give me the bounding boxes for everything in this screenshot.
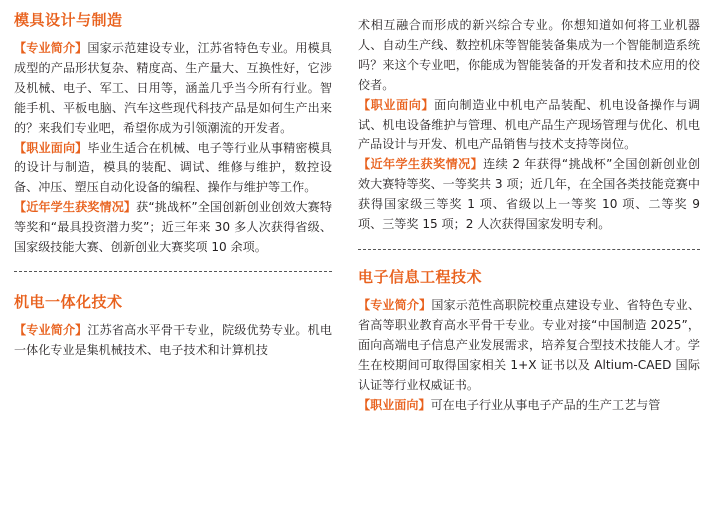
mech-job-paragraph: [358, 96, 700, 156]
mold-job-text: 毕业生适合在机械、电子等行业从事精密模具的设计与制造，模具的装配、调试、维修与维护，数控设备、冲压、塑压自动化设备的编程、操作与维护等工作。: [14, 140, 332, 195]
eie-intro-text: 国家示范性高职院校重点建设专业、省特色专业、省高等职业教育高水平骨干专业。专业对接“中国制造 2025”，面向高端电子信息产业发展需求，培养复合型技术技能人才。学生在校期间可取得国家相关 1+X 证书以及 Altium-CAED 国际认证等行业权威证书。: [358, 297, 700, 392]
section-divider: [14, 271, 332, 272]
mold-award-paragraph: [14, 198, 332, 258]
eie-job-tag: 【职业面向】: [358, 397, 431, 412]
mold-award-text: 获“挑战杯”全国创新创业创效大赛特等奖和“最具投资潜力奖”；近三年来 30 多人次获得省级、国家级技能大赛、创新创业大赛奖项 10 余项。: [14, 200, 332, 255]
mold-award-tag: 【近年学生获奖情况】: [14, 200, 137, 215]
section-divider: [358, 249, 700, 250]
mold-job-tag: 【职业面向】: [14, 140, 88, 155]
mech-intro-tag: 【专业简介】: [14, 322, 88, 337]
eie-intro-paragraph: [358, 296, 700, 396]
mech-award-paragraph: [358, 155, 700, 235]
eie-job-text: 可在电子行业从事电子产品的生产工艺与管: [430, 397, 661, 412]
section-title-mech: 机电一体化技术: [14, 292, 123, 311]
left-column: [14, 0, 332, 361]
mech-award-tag: 【近年学生获奖情况】: [358, 157, 484, 172]
eie-intro-tag: 【专业简介】: [358, 297, 432, 312]
mech-job-tag: 【职业面向】: [358, 97, 435, 112]
mech-intro-paragraph: [14, 321, 332, 361]
section-title-eie: 电子信息工程技术: [358, 267, 483, 286]
mech-award-text: 连续 2 年获得“挑战杯”全国创新创业创效大赛特等奖、一等奖共 3 项；近几年，在全国各类技能竞赛中获得国家级三等奖 1 项、省级以上一等奖 10 项、二等奖 9 项、三等奖 15 项；2 人次获得国家发明专利。: [358, 157, 700, 232]
right-column: [358, 0, 700, 415]
mech-job-text: 面向制造业中机电产品装配、机电设备操作与调试、机电设备维护与管理、机电产品生产现场管理与优化、机电产品设计与开发、机电产品销售与技术支持等岗位。: [358, 97, 700, 152]
mold-job-paragraph: [14, 139, 332, 199]
mold-intro-text: 国家示范建设专业，江苏省特色专业。用模具成型的产品形状复杂、精度高、生产量大、互换性好，它涉及机械、电子、军工、日用等，涵盖几乎当今所有行业。智能手机、平板电脑、汽车这些现代科技产品是如何生产出来的？来我们专业吧，希望你成为引领潮流的开发者。: [14, 41, 332, 135]
mold-intro-tag: 【专业简介】: [14, 41, 88, 55]
mech-intro-text: 江苏省高水平骨干专业，院级优势专业。机电一体化专业是集机械技术、电子技术和计算机技: [14, 322, 332, 357]
mech-intro-continued: 术相互融合而形成的新兴综合专业。你想知道如何将工业机器人、自动生产线、数控机床等智能装备集成为一个智能制造系统吗？来这个专业吧，你能成为智能装备的开发者和技术应用的佼佼者。: [358, 18, 700, 92]
section-title-mold: 模具设计与制造: [14, 11, 123, 29]
mold-intro-paragraph: [14, 39, 332, 139]
eie-job-paragraph: [358, 396, 700, 416]
